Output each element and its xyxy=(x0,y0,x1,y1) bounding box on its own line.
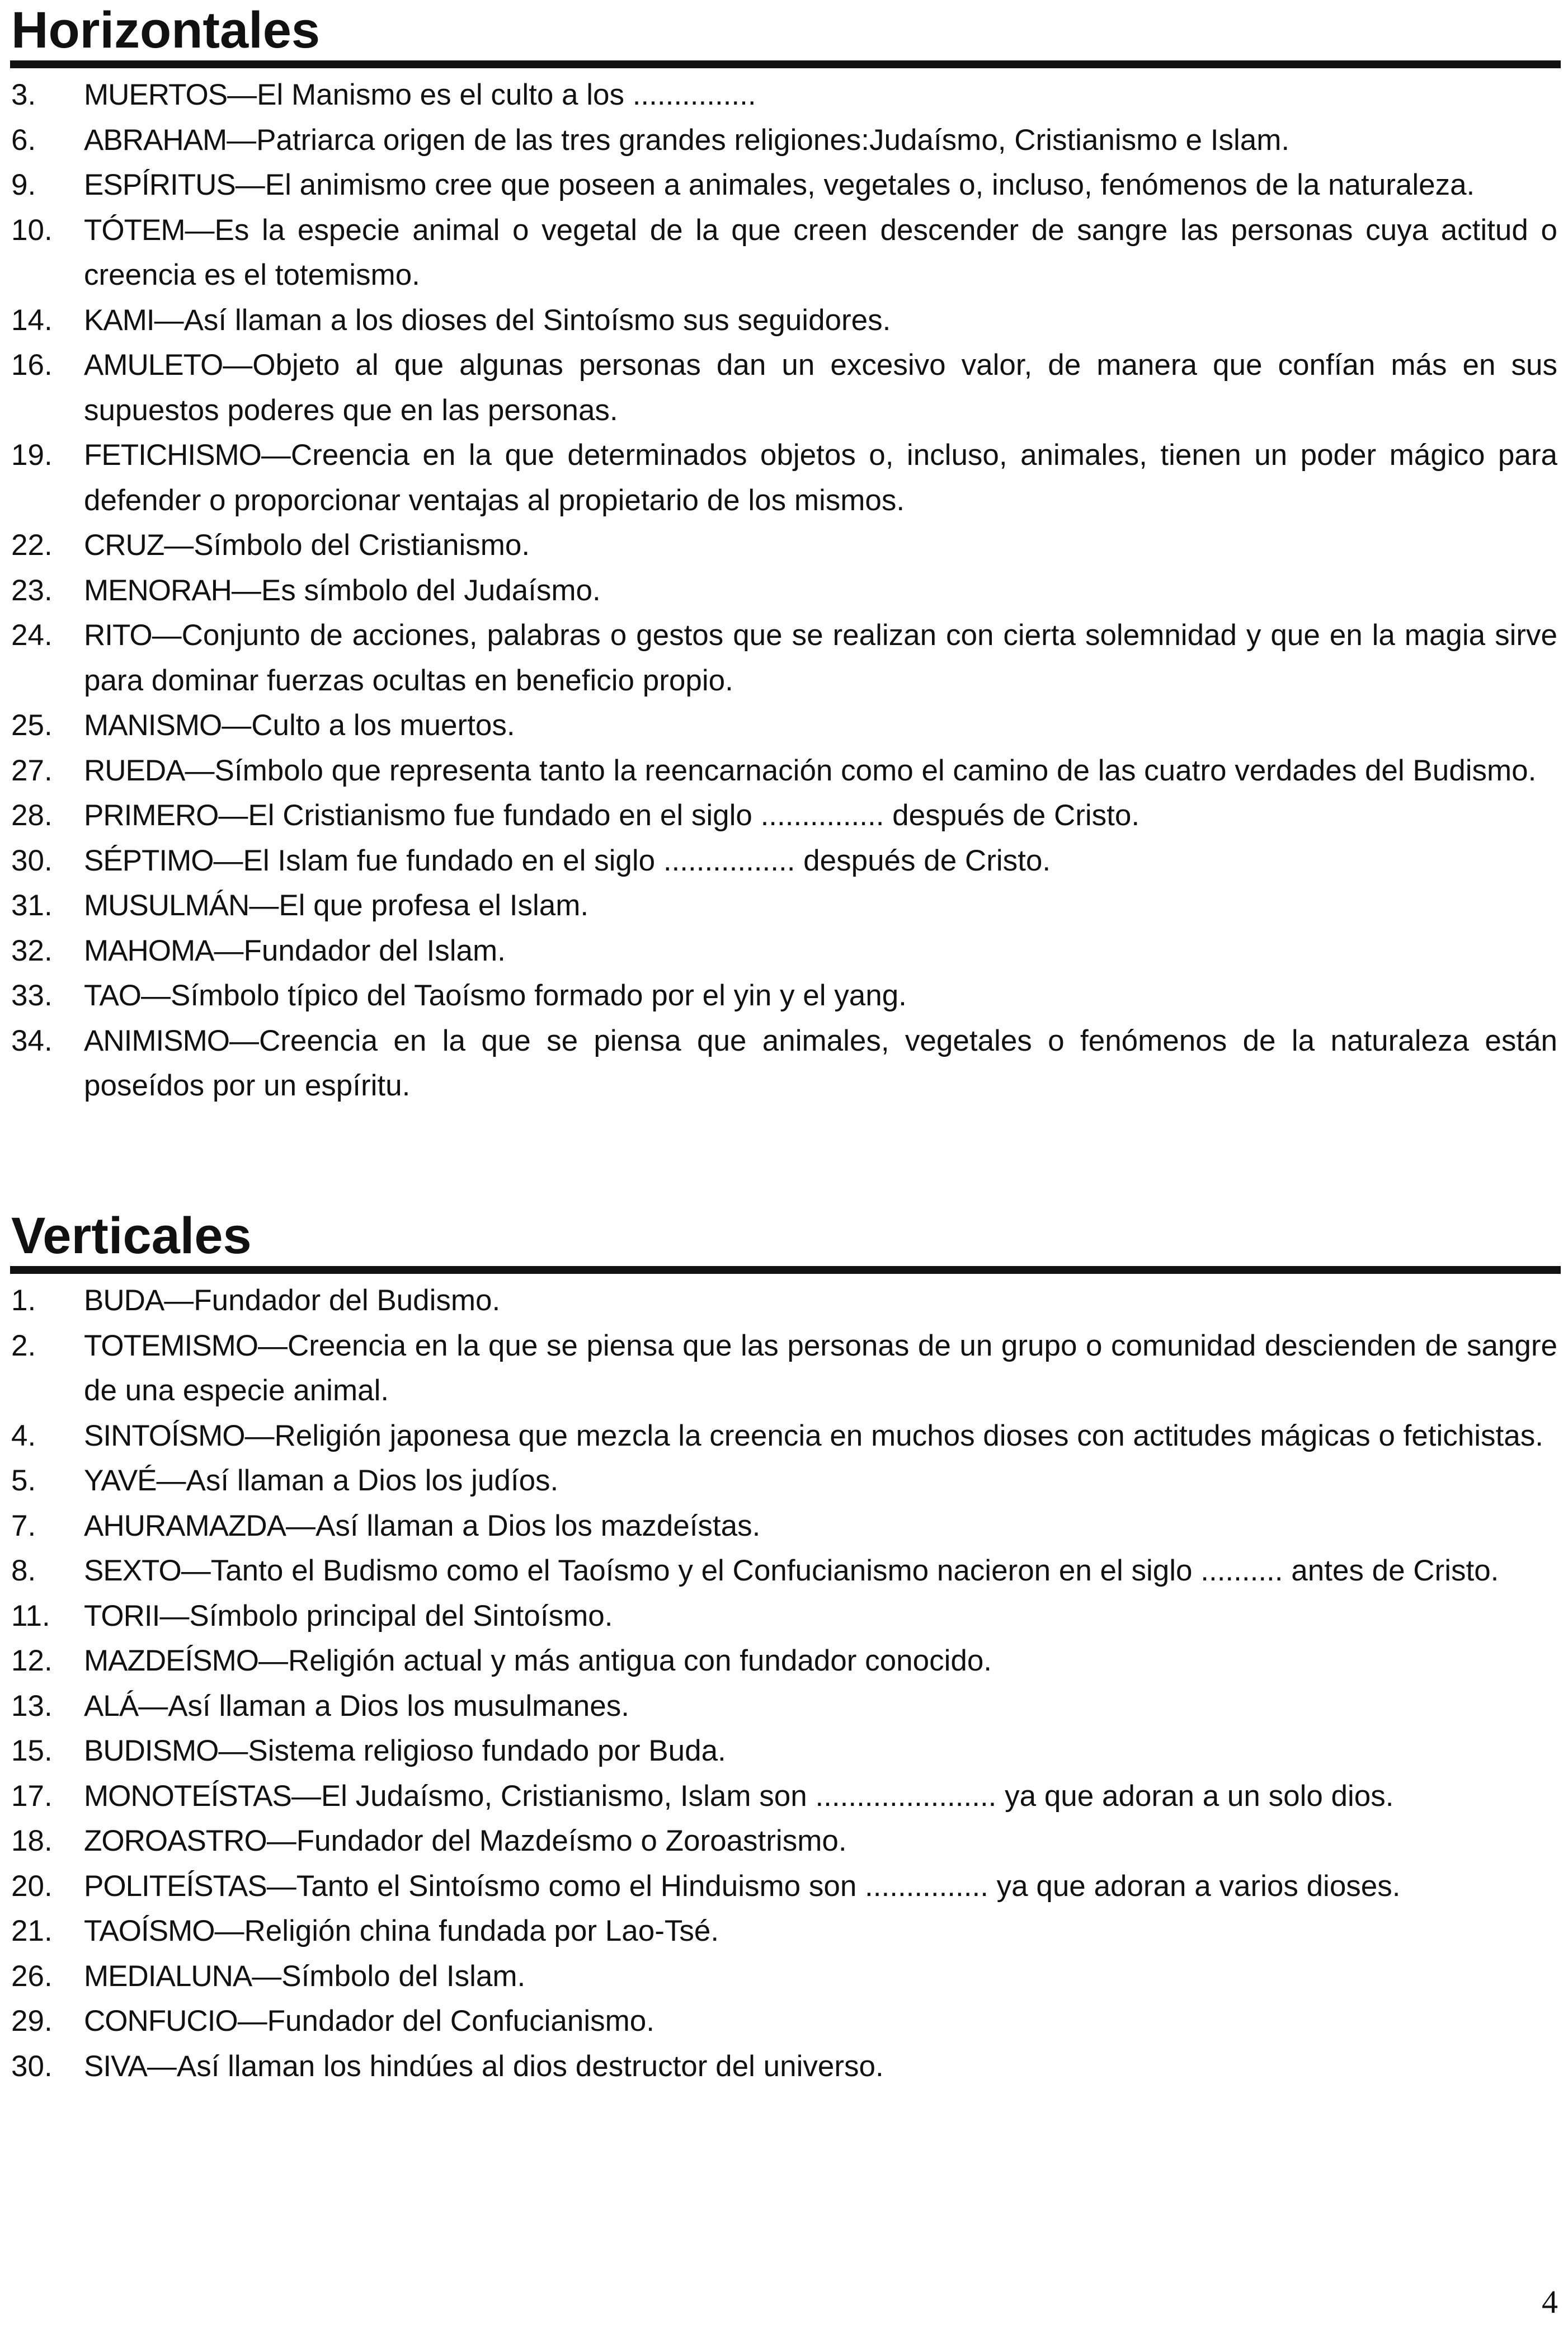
clue-description: —Conjunto de acciones, palabras o gestos que se realizan con cierta solemnidad y que en la magia sirve para dominar fuerzas ocultas en beneficio propio. xyxy=(84,619,1557,697)
clue-description: —El que profesa el Islam. xyxy=(249,889,589,922)
clue-description: —El Manismo es el culto a los ............... xyxy=(227,78,756,111)
clue-number: 10. xyxy=(11,213,53,247)
clue-number: 5. xyxy=(11,1464,36,1497)
clue-number: 27. xyxy=(11,754,53,787)
clue-answer: KAMI xyxy=(84,303,154,337)
clue-entry xyxy=(10,1549,1561,1594)
clue-list-horizontales xyxy=(10,73,1561,1109)
clue-answer: TORII xyxy=(84,1599,160,1632)
clue-answer: SÉPTIMO xyxy=(84,844,214,877)
clue-number: 3. xyxy=(11,78,36,111)
clue-entry xyxy=(10,793,1561,839)
clue-number: 2. xyxy=(11,1329,36,1362)
clue-entry xyxy=(10,523,1561,568)
clue-number: 20. xyxy=(11,1869,53,1903)
clue-text xyxy=(84,703,1561,749)
clue-description: —Así llaman a los dioses del Sintoísmo sus seguidores. xyxy=(154,303,891,337)
clue-number: 19. xyxy=(11,439,53,472)
clue-list-verticales xyxy=(10,1278,1561,2089)
clue-entry xyxy=(10,1414,1561,1459)
clue-description: —Fundador del Mazdeísmo o Zoroastrismo. xyxy=(266,1824,847,1857)
clue-answer: MEDIALUNA xyxy=(84,1959,252,1993)
clue-number: 34. xyxy=(11,1024,53,1057)
clue-text xyxy=(84,929,1561,974)
clue-text xyxy=(84,118,1561,163)
clue-answer: FETICHISMO xyxy=(84,439,261,472)
clue-text xyxy=(84,1909,1561,1954)
clue-entry xyxy=(10,433,1561,523)
clue-entry xyxy=(10,1019,1561,1109)
clue-text xyxy=(84,1999,1561,2044)
clue-answer: TOTEMISMO xyxy=(84,1329,258,1362)
clue-number: 11. xyxy=(11,1599,50,1632)
clue-description: —Tanto el Budismo como el Taoísmo y el Confucianismo nacieron en el siglo .......... antes de Cristo. xyxy=(181,1554,1499,1587)
clue-description: —El Judaísmo, Cristianismo, Islam son ...................... ya que adoran a un solo dios. xyxy=(291,1779,1394,1813)
clue-entry xyxy=(10,703,1561,749)
clue-text xyxy=(84,973,1561,1019)
clue-description: —Símbolo que representa tanto la reencarnación como el camino de las cuatro verdades del Budismo. xyxy=(185,754,1537,787)
clue-description: —Así llaman a Dios los musulmanes. xyxy=(138,1689,629,1723)
clue-answer: BUDA xyxy=(84,1284,164,1317)
section-title-verticales: Verticales xyxy=(11,1207,252,1264)
clue-number: 22. xyxy=(11,529,53,562)
clue-text xyxy=(84,749,1561,794)
clue-description: —Creencia en la que se piensa que animales, vegetales o fenómenos de la naturaleza están poseídos por un espíritu. xyxy=(84,1024,1557,1102)
clue-description: —Así llaman a Dios los judíos. xyxy=(156,1464,559,1497)
clue-answer: ANIMISMO xyxy=(84,1024,229,1057)
clue-number: 32. xyxy=(11,934,53,967)
clue-entry xyxy=(10,208,1561,298)
clue-answer: CONFUCIO xyxy=(84,2005,238,2038)
clue-description: —Religión actual y más antigua con fundador conocido. xyxy=(258,1644,992,1677)
clue-text xyxy=(84,839,1561,884)
clue-description: —Objeto al que algunas personas dan un excesivo valor, de manera que confían más en sus supuestos poderes que en las personas. xyxy=(84,349,1557,427)
clue-entry xyxy=(10,1324,1561,1414)
clue-number: 6. xyxy=(11,123,36,157)
clue-entry xyxy=(10,883,1561,929)
clue-text xyxy=(84,298,1561,344)
clue-text xyxy=(84,1594,1561,1639)
clue-entry xyxy=(10,1729,1561,1774)
clue-entry xyxy=(10,1864,1561,1909)
clue-entry xyxy=(10,1684,1561,1729)
clue-number: 18. xyxy=(11,1824,53,1857)
clue-text xyxy=(84,1504,1561,1549)
clue-answer: RUEDA xyxy=(84,754,185,787)
clue-text xyxy=(84,1549,1561,1594)
clue-answer: TAO xyxy=(84,979,142,1012)
page-number: 4 xyxy=(1542,2284,1558,2320)
clue-entry xyxy=(10,929,1561,974)
clue-text xyxy=(84,1458,1561,1504)
clue-entry xyxy=(10,118,1561,163)
clue-number: 26. xyxy=(11,1959,53,1993)
clue-number: 7. xyxy=(11,1509,36,1542)
clue-number: 1. xyxy=(11,1284,36,1317)
clue-number: 28. xyxy=(11,799,53,832)
clue-text xyxy=(84,1729,1561,1774)
clue-text xyxy=(84,73,1561,118)
clue-text xyxy=(84,1278,1561,1324)
clue-answer: MUSULMÁN xyxy=(84,889,249,922)
clue-entry xyxy=(10,73,1561,118)
clue-number: 24. xyxy=(11,619,53,652)
clue-description: —Así llaman los hindúes al dios destructor del universo. xyxy=(147,2049,884,2083)
clue-answer: MAHOMA xyxy=(84,934,214,967)
clue-answer: MAZDEÍSMO xyxy=(84,1644,258,1677)
clue-number: 30. xyxy=(11,844,53,877)
clue-number: 8. xyxy=(11,1554,36,1587)
clue-entry xyxy=(10,749,1561,794)
section-verticales xyxy=(10,1206,1561,2089)
clue-number: 15. xyxy=(11,1734,53,1767)
clue-answer: SEXTO xyxy=(84,1554,181,1587)
clue-text xyxy=(84,1864,1561,1909)
clue-description: —Patriarca origen de las tres grandes religiones:Judaísmo, Cristianismo e Islam. xyxy=(227,123,1290,157)
clue-number: 21. xyxy=(11,1914,53,1947)
clue-answer: SINTOÍSMO xyxy=(84,1419,245,1452)
clue-answer: MONOTEÍSTAS xyxy=(84,1779,291,1813)
clue-description: —Es símbolo del Judaísmo. xyxy=(231,573,601,607)
clue-text xyxy=(84,433,1561,523)
clue-number: 14. xyxy=(11,303,53,337)
clue-answer: ESPÍRITUS xyxy=(84,168,236,201)
clue-text xyxy=(84,1954,1561,1999)
clue-number: 12. xyxy=(11,1644,53,1677)
clue-text xyxy=(84,208,1561,298)
clue-answer: SIVA xyxy=(84,2049,147,2083)
clue-number: 30. xyxy=(11,2049,53,2083)
clue-description: —Sistema religioso fundado por Buda. xyxy=(218,1734,726,1767)
clue-description: —Símbolo típico del Taoísmo formado por el yin y el yang. xyxy=(141,979,907,1012)
clue-entry xyxy=(10,163,1561,208)
clue-description: —Fundador del Islam. xyxy=(214,934,506,967)
clue-answer: RITO xyxy=(84,619,152,652)
clue-entry xyxy=(10,343,1561,433)
clue-entry xyxy=(10,1639,1561,1684)
clue-entry xyxy=(10,1458,1561,1504)
clue-entry xyxy=(10,1278,1561,1324)
clue-description: —Fundador del Budismo. xyxy=(164,1284,501,1317)
clue-number: 33. xyxy=(11,979,53,1012)
clue-description: —Símbolo del Islam. xyxy=(252,1959,526,1993)
clue-text xyxy=(84,163,1561,208)
clue-answer: AHURAMAZDA xyxy=(84,1509,286,1542)
clue-answer: TAOÍSMO xyxy=(84,1914,215,1947)
clue-description: —Símbolo principal del Sintoísmo. xyxy=(159,1599,613,1632)
clue-description: —Símbolo del Cristianismo. xyxy=(164,529,530,562)
clue-answer: MUERTOS xyxy=(84,78,228,111)
clue-number: 17. xyxy=(11,1779,53,1813)
clue-entry xyxy=(10,613,1561,703)
clue-description: —Creencia en la que se piensa que las personas de un grupo o comunidad descienden de sangre de una especie animal. xyxy=(84,1329,1557,1407)
clue-entry xyxy=(10,1819,1561,1864)
clue-answer: POLITEÍSTAS xyxy=(84,1869,267,1903)
clue-answer: ABRAHAM xyxy=(84,123,227,157)
clue-text xyxy=(84,1819,1561,1864)
clue-entry xyxy=(10,568,1561,614)
clue-entry xyxy=(10,1504,1561,1549)
clue-entry xyxy=(10,298,1561,344)
clue-number: 23. xyxy=(11,573,53,607)
clue-description: —Fundador del Confucianismo. xyxy=(237,2005,654,2038)
clue-description: —Culto a los muertos. xyxy=(222,709,515,742)
clue-text xyxy=(84,1774,1561,1819)
clue-text xyxy=(84,793,1561,839)
clue-description: —Así llaman a Dios los mazdeístas. xyxy=(286,1509,761,1542)
clue-text xyxy=(84,613,1561,703)
clue-answer: ZOROASTRO xyxy=(84,1824,267,1857)
section-divider xyxy=(10,60,1561,68)
clue-answer: YAVÉ xyxy=(84,1464,157,1497)
clue-description: —El animismo cree que poseen a animales, vegetales o, incluso, fenómenos de la naturaleza. xyxy=(235,168,1475,201)
clue-answer: ALÁ xyxy=(84,1689,139,1723)
section-horizontales xyxy=(10,0,1561,1109)
clue-text xyxy=(84,523,1561,568)
clue-description: —El Cristianismo fue fundado en el siglo ............... después de Cristo. xyxy=(218,799,1140,832)
clue-entry xyxy=(10,839,1561,884)
clue-text xyxy=(84,1324,1561,1414)
section-title-horizontales: Horizontales xyxy=(11,2,321,59)
clue-text xyxy=(84,343,1561,433)
clue-text xyxy=(84,2044,1561,2090)
clue-answer: PRIMERO xyxy=(84,799,219,832)
clue-text xyxy=(84,568,1561,614)
clue-text xyxy=(84,1019,1561,1109)
clue-text xyxy=(84,1414,1561,1459)
clue-answer: CRUZ xyxy=(84,529,164,562)
clue-number: 31. xyxy=(11,889,53,922)
clue-entry xyxy=(10,973,1561,1019)
clue-description: —El Islam fue fundado en el siglo ................ después de Cristo. xyxy=(213,844,1051,877)
clue-entry xyxy=(10,1999,1561,2044)
clue-number: 25. xyxy=(11,709,53,742)
clue-entry xyxy=(10,1909,1561,1954)
clue-text xyxy=(84,1684,1561,1729)
clue-entry xyxy=(10,2044,1561,2090)
clue-description: —Religión china fundada por Lao-Tsé. xyxy=(214,1914,719,1947)
clue-text xyxy=(84,883,1561,929)
clue-answer: BUDISMO xyxy=(84,1734,219,1767)
clue-description: —Tanto el Sintoísmo como el Hinduismo son ............... ya que adoran a varios dioses. xyxy=(266,1869,1401,1903)
clue-description: —Religión japonesa que mezcla la creencia en muchos dioses con actitudes mágicas o fetichistas. xyxy=(244,1419,1543,1452)
clue-answer: MANISMO xyxy=(84,709,222,742)
clue-answer: TÓTEM xyxy=(84,213,185,247)
clue-description: —Es la especie animal o vegetal de la que creen descender de sangre las personas cuya actitud o creencia es el totemismo. xyxy=(84,213,1557,291)
clue-entry xyxy=(10,1774,1561,1819)
clue-entry xyxy=(10,1954,1561,1999)
clue-number: 4. xyxy=(11,1419,36,1452)
clue-answer: AMULETO xyxy=(84,349,223,382)
clue-number: 16. xyxy=(11,349,53,382)
clue-number: 13. xyxy=(11,1689,53,1723)
clue-number: 9. xyxy=(11,168,36,201)
clue-description: —Creencia en la que determinados objetos o, incluso, animales, tienen un poder mágico para defender o proporcionar ventajas al propietario de los mismos. xyxy=(84,439,1557,517)
clue-entry xyxy=(10,1594,1561,1639)
clue-text xyxy=(84,1639,1561,1684)
clue-number: 29. xyxy=(11,2005,53,2038)
clue-answer: MENORAH xyxy=(84,573,232,607)
section-divider xyxy=(10,1266,1561,1274)
